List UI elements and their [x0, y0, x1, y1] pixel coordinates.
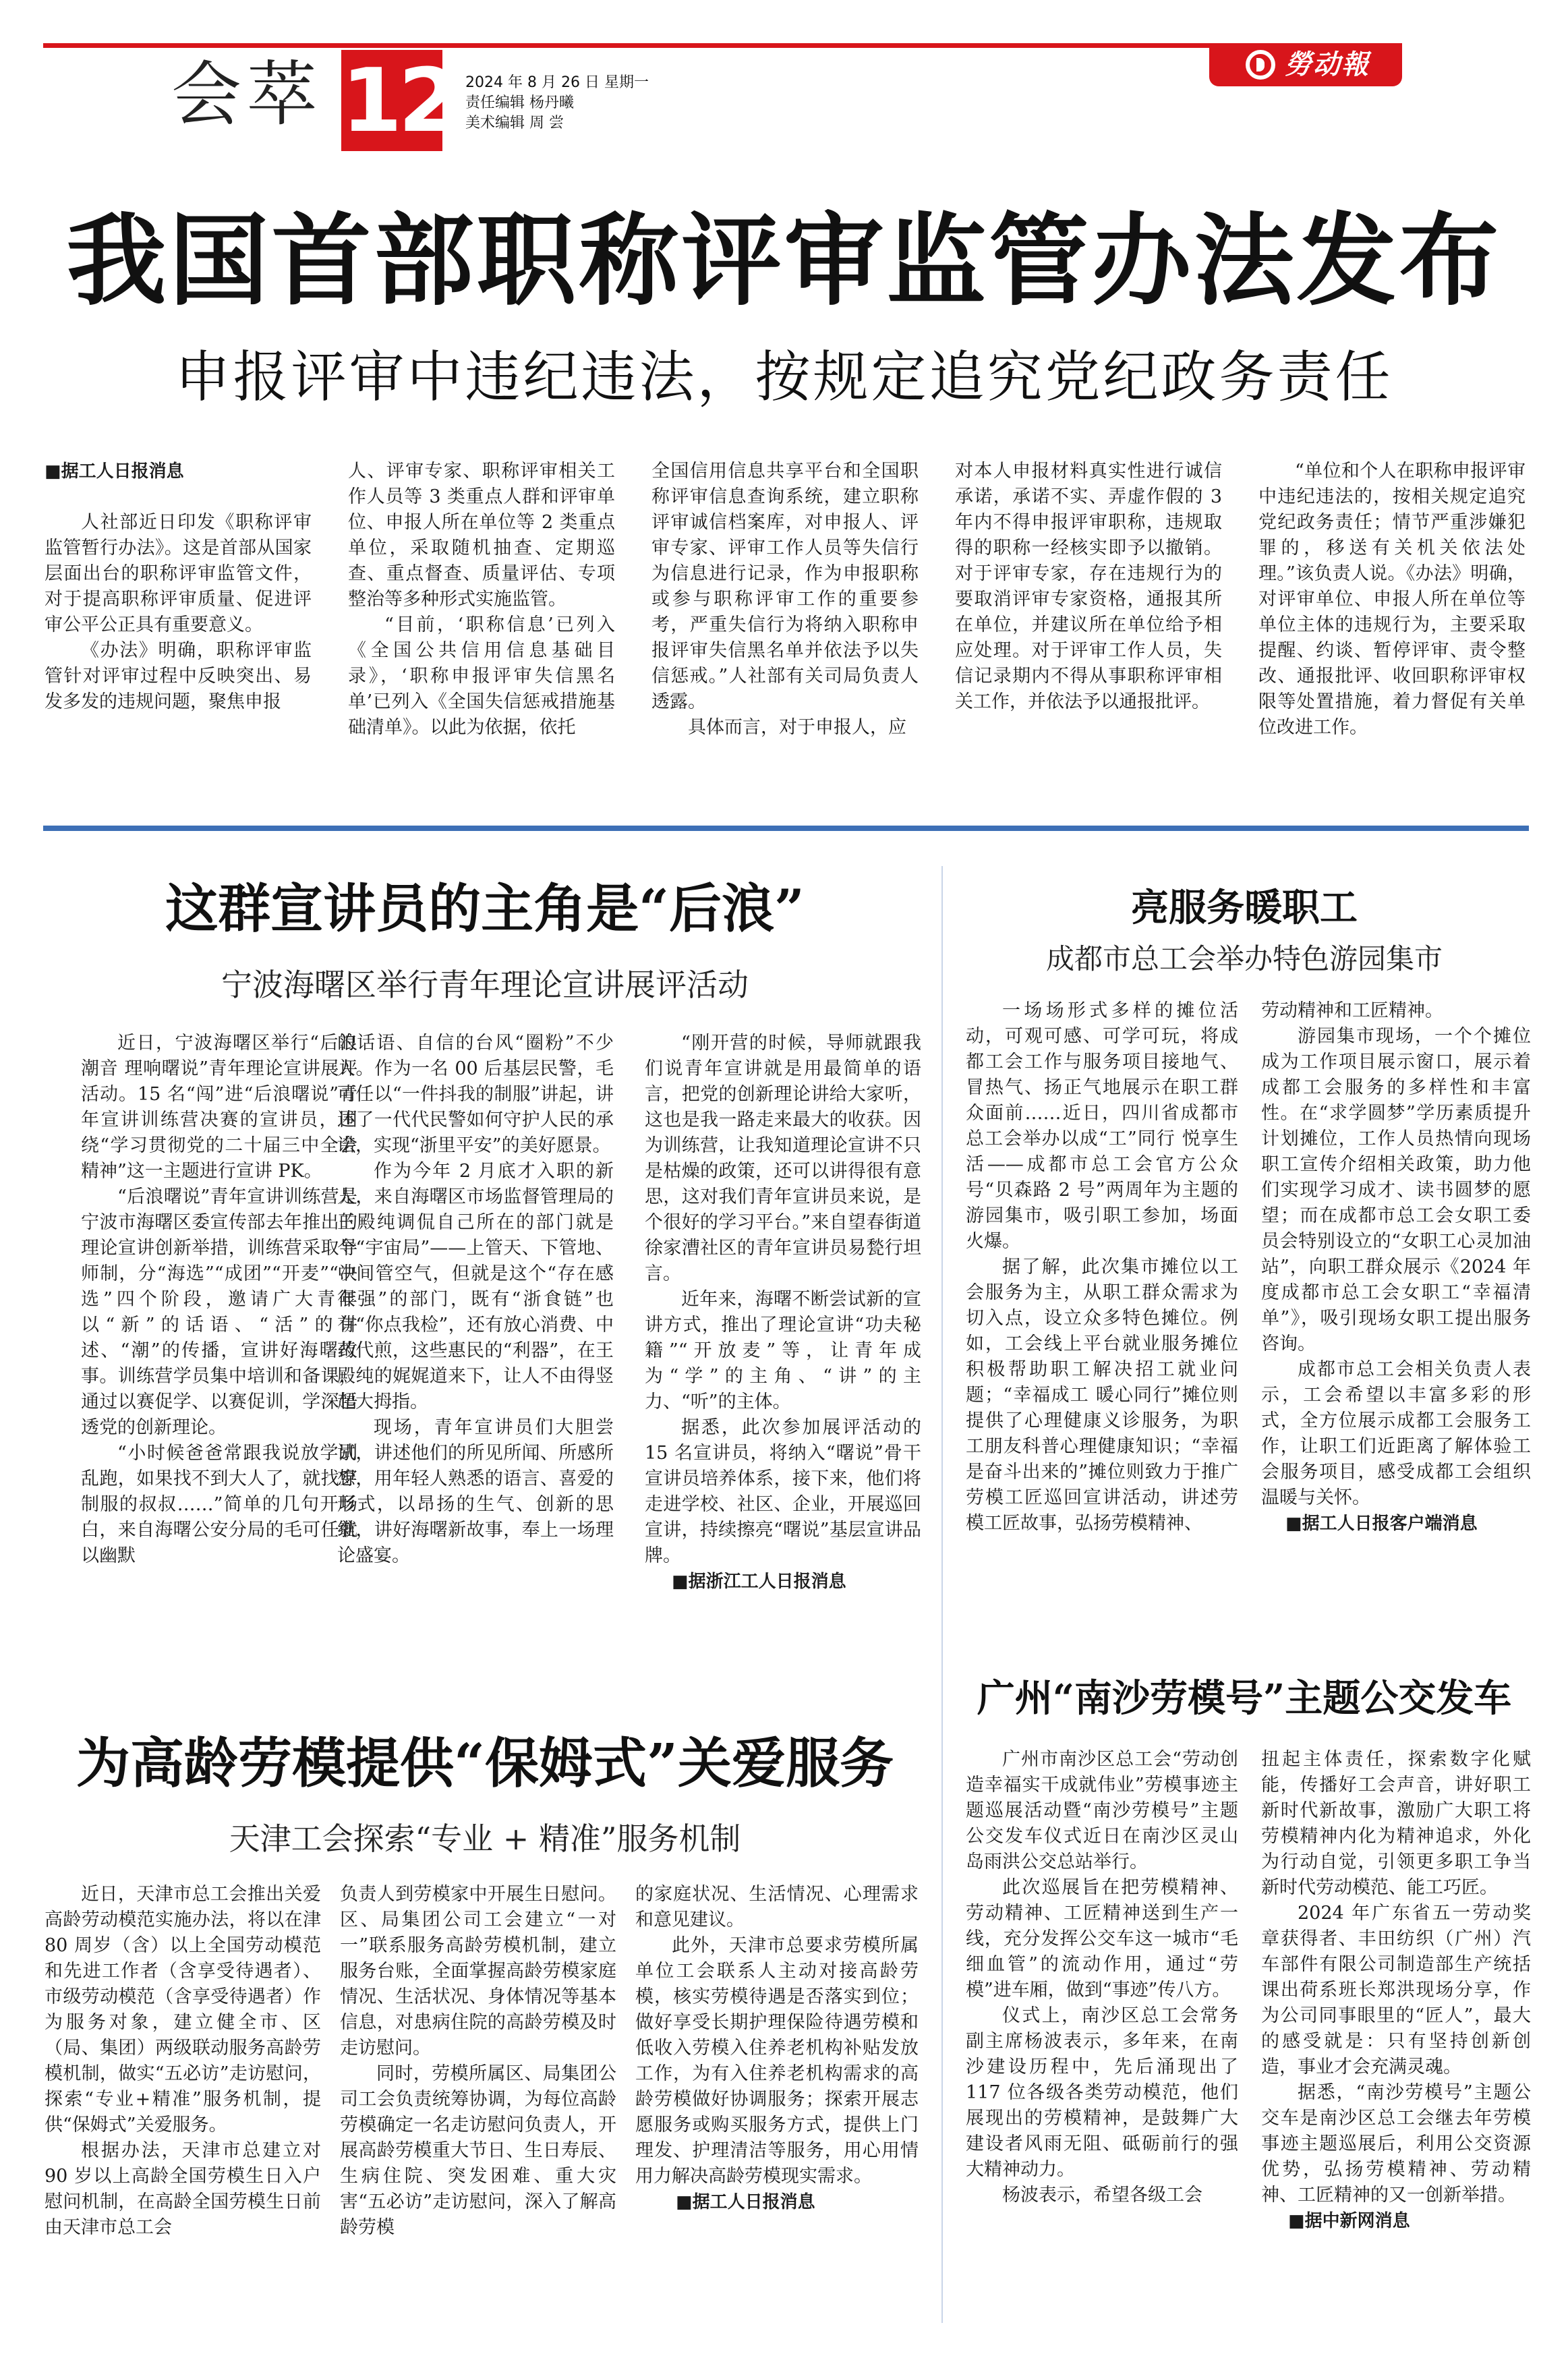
article-c-paragraph: 同时，劳模所属区、局集团公司工会负责统筹协调，为每位高龄劳模确定一名走访慰问负责人，开展高龄劳模重大节日、生日寿辰、生病住院、突发困难、重大灾害“五必访”走访慰问，深入了解高龄劳模 — [340, 2063, 616, 2238]
article-d-paragraph: 广州市南沙区总工会“劳动创造幸福实干成就伟业”劳模事迹主题巡展活动暨“南沙劳模号”主题公交发车仪式近日在南沙区灵山岛雨洪公交总站举行。 — [966, 1749, 1238, 1872]
lead-paragraph: 对本人申报材料真实性进行诚信承诺，承诺不实、弄虚作假的 3 年内不得申报评审职称，违规取得的职称一经核实即予以撤销。对于评审专家，存在违规行为的要取消评审专家资格，通报其所在单位，并建议所在单位给予相应处理。对于评审工作人员，失信记录期内不得从事职称评审相关工作，并依法予以通报批评。 — [955, 461, 1222, 712]
article-c-paragraph: 根据办法，天津市总建立对 90 岁以上高龄全国劳模生日入户慰问机制，在高龄全国劳模生日前由天津市总工会 — [45, 2140, 321, 2238]
article-a-subtitle: 宁波海曙区举行青年理论宣讲展评活动 — [221, 967, 749, 1003]
article-b-source: ■据工人日报客户端消息 — [1285, 1514, 1478, 1534]
article-a-source: ■据浙江工人日报消息 — [672, 1572, 846, 1592]
date-line: 2024 年 8 月 26 日 星期一 — [465, 74, 649, 91]
article-d-title: 广州“南沙劳模号”主题公交发车 — [977, 1676, 1512, 1721]
article-b-paragraph: 游园集市现场，一个个摊位成为工作项目展示窗口，展示着成都工会服务的多样性和丰富性。在“求学圆梦”学历素质提升计划摊位，工作人员热情向现场职工宣传介绍相关政策，助力他们实现学习成才、读书圆梦的愿望；而在成都市总工会女职工委员会特别设立的“女职工心灵加油站”，向职工群众展示《2024 年度成都市总工会女职工“幸福清单”》，吸引现场女职工提出服务咨询。 — [1261, 1026, 1531, 1354]
lead-paragraph: “目前，‘职称信息’已列入《全国公共信用信息基础目录》，‘职称申报评审失信黑名单’已列入《全国失信惩戒措施基础清单》。以此为依据，依托 — [348, 614, 615, 738]
article-d-paragraph: 扭起主体责任，探索数字化赋能，传播好工会声音，讲好职工新时代新故事，激励广大职工将劳模精神内化为精神追求，外化为行动自觉，引领更多职工争当新时代劳动模范、能工巧匠。 — [1261, 1749, 1531, 1898]
lead-paragraph: 人社部近日印发《职称评审监管暂行办法》。这是首部从国家层面出台的职称评审监管文件，对于提高职称评审质量、促进评审公平公正具有重要意义。 — [45, 512, 312, 635]
article-a-title: 这群宣讲员的主角是“后浪” — [165, 878, 805, 940]
lead-subheadline: 申报评审中违纪违法，按规定追究党纪政务责任 — [175, 345, 1393, 409]
article-a-paragraph: 近年来，海曙不断尝试新的宣讲方式，推出了理论宣讲“功夫秘籍”“开放麦”等，让青年成为“学”的主角、“讲”的主力、“听”的主体。 — [645, 1289, 921, 1412]
logo-mark-icon — [1246, 50, 1275, 80]
article-c-column-2 — [340, 1882, 616, 2327]
lead-column-4 — [955, 459, 1222, 782]
article-d-paragraph: 仪式上，南沙区总工会常务副主席杨波表示，多年来，在南沙建设历程中，先后涌现出了 117 位各级各类劳动模范，他们展现出的劳模精神，是鼓舞广大建设者风雨无阻、砥砺前行的强大精神动力。 — [966, 2005, 1238, 2180]
article-d-source: ■据中新网消息 — [1288, 2211, 1410, 2231]
lead-column-5 — [1258, 459, 1526, 782]
masthead-top-rule — [43, 43, 1209, 48]
article-a-paragraph: 现场，青年宣讲员们大胆尝试，讲述他们的所见所闻、所感所想，用年轻人熟悉的语言、喜爱的形式，以昂扬的生气、创新的思维，讲好海曙新故事，奉上一场理论盛宴。 — [337, 1417, 614, 1566]
article-b-column-2 — [1261, 998, 1531, 1669]
article-a-paragraph: “后浪曙说”青年宣讲训练营是宁波市海曙区委宣传部去年推出的理论宣讲创新举措，训练营采取导师制，分“海选”“成团”“开麦”“决选”四个阶段，邀请广大青年以“新”的话语、“活”的讲述、“潮”的传播，宣讲好海曙故事。训练营学员集中培训和备课，通过以赛促学、以赛促训，学深悟透党的创新理论。 — [81, 1186, 357, 1438]
article-a-column-2 — [337, 1031, 614, 1719]
lead-paragraph: 《办法》明确，职称评审监管针对评审过程中反映突出、易发多发的违规问题，聚焦申报 — [45, 640, 312, 712]
article-c-subtitle: 天津工会探索“专业 + 精准”服务机制 — [229, 1820, 741, 1857]
article-b-paragraph: 据了解，此次集市摊位以工会服务为主，从职工群众需求为切入点，设立众多特色摊位。例如，工会线上平台就业服务摊位积极帮助职工解决招工就业问题；“幸福成工 暖心同行”摊位则提供了心理健康义诊服务，为职工朋友科普心理健康知识；“幸福是奋斗出来的”摊位则致力于推广劳模工匠巡回宣讲活动，讲述劳模工匠故事，弘扬劳模精神、 — [966, 1257, 1238, 1534]
article-d-paragraph: 此次巡展旨在把劳模精神、劳动精神、工匠精神送到生产一线，充分发挥公交车这一城市“毛细血管”的流动作用，通过“劳模”进车厢，做到“事迹”传八方。 — [966, 1877, 1238, 2001]
lead-paragraph: “单位和个人在职称申报评审中违纪违法的，按相关规定追究党纪政务责任；情节严重涉嫌犯罪的，移送有关机关依法处理。”该负责人说。《办法》明确，对评审单位、申报人所在单位等单位主体的违规行为，主要采取提醒、约谈、暂停评审、责令整改、通报批评、收回职称评审权限等处置措施，着力督促有关单位改进工作。 — [1258, 461, 1526, 738]
article-c-paragraph: 近日，天津市总工会推出关爱高龄劳动模范实施办法，将以在津 80 周岁（含）以上全国劳动模范和先进工作者（含享受待遇者）、市级劳动模范（含享受待遇者）作为服务对象，建立健全市、区（局、集团）两级联动服务高龄劳模机制，做实“五必访”走访慰问，探索“专业+精准”服务机制，提供“保姆式”关爱服务。 — [45, 1884, 321, 2135]
page-number: 12 — [341, 49, 455, 152]
column-divider — [941, 866, 943, 2323]
article-b-paragraph: 成都市总工会相关负责人表示，工会希望以丰富多彩的形式，全方位展示成都工会服务工作，让职工们近距离了解体验工会服务项目，感受成都工会组织温暖与关怀。 — [1261, 1359, 1531, 1508]
newspaper-logo — [1209, 43, 1402, 86]
article-a-paragraph: 据悉，此次参加展评活动的 15 名宣讲员，将纳入“曙说”骨干宣讲员培养体系，接下来，他们将走进学校、社区、企业，开展巡回宣讲，持续擦亮“曙说”基层宣讲品牌。 — [645, 1417, 921, 1566]
editor-line: 责任编辑 杨丹曦 — [465, 94, 574, 111]
article-d-column-1 — [966, 1747, 1238, 2328]
lead-column-3 — [651, 459, 919, 782]
article-c-paragraph: 的家庭状况、生活情况、心理需求和意见建议。 — [635, 1884, 919, 1930]
lead-source: ■据工人日报消息 — [45, 461, 184, 482]
lead-column-1 — [45, 459, 312, 782]
article-a-paragraph: 作为今年 2 月底才入职的新人，来自海曙区市场监督管理局的王殿纯调侃自己所在的部门就是个“宇宙局”——上管天、下管地、中间管空气，但就是这个“存在感很强”的部门，既有“浙食链”也有“你点我检”，还有放心消费、中药代煎，这些惠民的“利器”，在王殿纯的娓娓道来下，让人不由得竖起大拇指。 — [337, 1161, 614, 1412]
article-c-paragraph: 负责人到劳模家中开展生日慰问。区、局集团公司工会建立“一对一”联系服务高龄劳模机制，建立服务台账，全面掌握高龄劳模家庭情况、生活状况、身体情况等基本信息，对患病住院的高龄劳模及时走访慰问。 — [340, 1884, 616, 2059]
article-b-title: 亮服务暖职工 — [1131, 886, 1358, 930]
article-d-paragraph: 2024 年广东省五一劳动奖章获得者、丰田纺织（广州）汽车部件有限公司制造部生产统括课出荷系班长郑洪现场分享，作为公司同事眼里的“匠人”，最大的感受就是：只有坚持创新创造，事业才会充满灵魂。 — [1261, 1903, 1531, 2077]
article-d-column-2 — [1261, 1747, 1531, 2328]
article-b-paragraph: 一场场形式多样的摊位活动，可观可感、可学可玩，将成都工会工作与服务项目接地气、冒热气、扬正气地展示在职工群众面前……近日，四川省成都市总工会举办以成“工”同行 悦享生活——成都市总工会官方公众号“贝森路 2 号”两周年为主题的游园集市，吸引职工参加，场面火爆。 — [966, 1000, 1238, 1252]
lead-paragraph: 全国信用信息共享平台和全国职称评审信息查询系统，建立职称评审诚信档案库，对申报人、评审专家、评审工作人员等失信行为信息进行记录，作为申报职称或参与职称评审工作的重要参考，严重失信行为将纳入职称申报评审失信黑名单并依法予以失信惩戒。”人社部有关司局负责人透露。 — [651, 461, 919, 712]
article-a-column-1 — [81, 1031, 357, 1719]
art-editor-line: 美术编辑 周 尝 — [465, 115, 564, 132]
article-c-column-3 — [635, 1882, 919, 2327]
article-b-column-1 — [966, 998, 1238, 1669]
section-divider — [43, 826, 1529, 831]
article-d-paragraph: 据悉，“南沙劳模号”主题公交车是南沙区总工会继去年劳模事迹主题巡展后，利用公交资源优势，弘扬劳模精神、劳动精神、工匠精神的又一创新举措。 — [1261, 2082, 1531, 2206]
article-a-paragraph: 的话语、自信的台风“圈粉”不少人。作为一名 00 后基层民警，毛可任以“一件抖我的制服”讲起，讲述了一代代民警如何守护人民的承诺，实现“浙里平安”的美好愿景。 — [337, 1033, 614, 1156]
article-c-paragraph: 此外，天津市总要求劳模所属单位工会联系人主动对接高龄劳模，核实劳模待遇是否落实到位；做好享受长期护理保险待遇劳模和低收入劳模入住养老机构补贴发放工作，为有入住养老机构需求的高龄劳模做好协调服务；探索开展志愿服务或购买服务方式，提供上门理发、护理清洁等服务，用心用情用力解决高龄劳模现实需求。 — [635, 1935, 919, 2187]
article-b-paragraph: 劳动精神和工匠精神。 — [1261, 1000, 1443, 1021]
article-c-source: ■据工人日报消息 — [676, 2192, 815, 2212]
lead-paragraph: 人、评审专家、职称评审相关工作人员等 3 类重点人群和评审单位、申报人所在单位等 2 类重点单位，采取随机抽查、定期巡查、重点督查、质量评估、专项整治等多种形式实施监管。 — [348, 461, 615, 610]
lead-column-2 — [348, 459, 615, 782]
article-d-paragraph: 杨波表示，希望各级工会 — [1002, 2185, 1202, 2206]
article-a-paragraph: “小时候爸爸常跟我说放学别乱跑，如果找不到大人了，就找穿制服的叔叔……”简单的几句开场白，来自海曙公安分局的毛可任就以幽默 — [81, 1443, 357, 1566]
article-a-paragraph: “刚开营的时候，导师就跟我们说青年宣讲就是用最简单的语言，把党的创新理论讲给大家听，这也是我一路走来最大的收获。因为训练营，让我知道理论宣讲不只是枯燥的政策，还可以讲得很有意思，这对我们青年宣讲员来说，是个很好的学习平台。”来自望春街道徐家漕社区的青年宣讲员易甃行坦言。 — [645, 1033, 921, 1284]
article-a-column-3 — [645, 1031, 921, 1719]
editor-info — [465, 73, 649, 134]
article-b-subtitle: 成都市总工会举办特色游园集市 — [1045, 942, 1443, 975]
article-c-title: 为高龄劳模提供“保姆式”关爱服务 — [76, 1731, 894, 1795]
article-c-column-1 — [45, 1882, 321, 2327]
lead-headline: 我国首部职称评审监管办法发布 — [66, 202, 1502, 319]
lead-paragraph: 具体而言，对于申报人，应 — [688, 717, 906, 738]
newspaper-name: 勞动報 — [1285, 49, 1370, 80]
section-name: 会萃 — [171, 53, 323, 136]
article-a-paragraph: 近日，宁波海曙区举行“后浪潮音 理响曙说”青年理论宣讲展评活动。15 名“闯”进“后浪曙说”青年宣讲训练营决赛的宣讲员，围绕“学习贯彻党的二十届三中全会精神”这一主题进行宣讲 PK。 — [81, 1033, 357, 1182]
